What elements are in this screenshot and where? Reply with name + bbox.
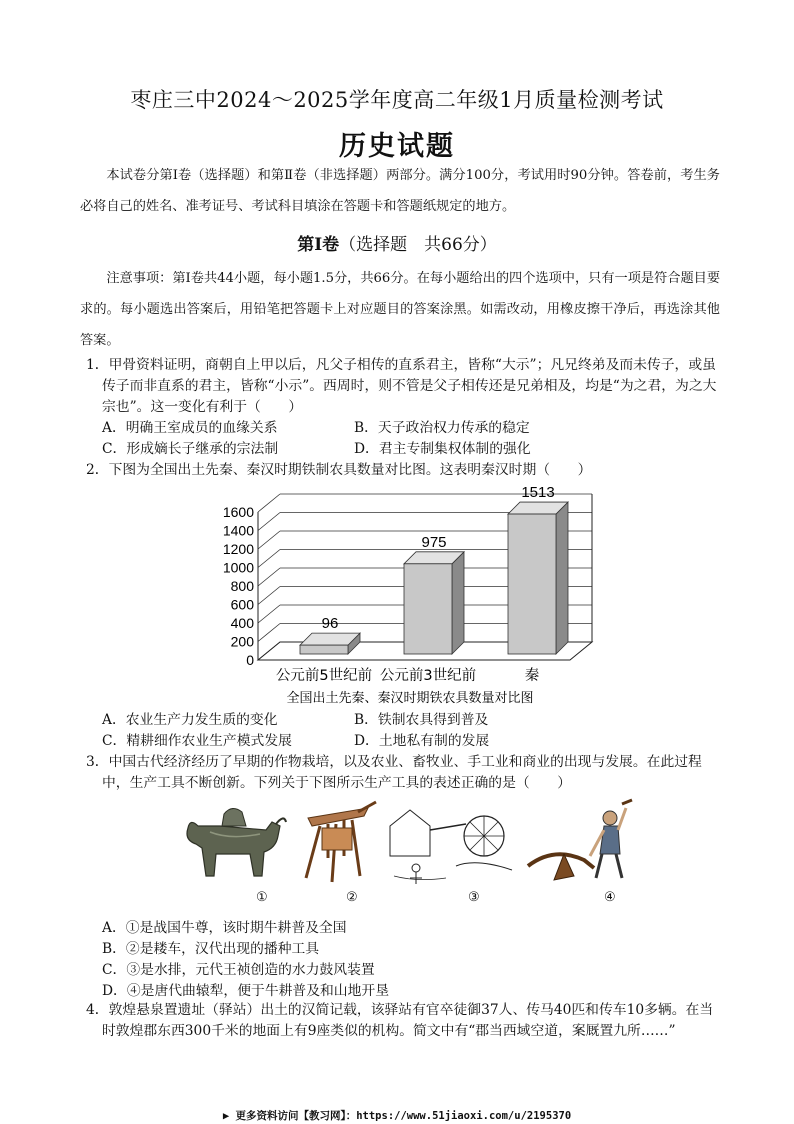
category-label: 公元前3世纪前 bbox=[379, 668, 477, 684]
question-4 bbox=[86, 1000, 720, 1042]
exam-intro: 本试卷分第Ⅰ卷（选择题）和第Ⅱ卷（非选择题）两部分。满分100分，考试用时90分钟。答卷前，考生务必将自己的姓名、准考证号、考试科目填涂在答题卡和答题纸规定的地方。 bbox=[80, 168, 720, 214]
grid-line-side bbox=[258, 513, 280, 531]
category-label: 秦 bbox=[524, 668, 540, 684]
tool-label-4: ④ bbox=[604, 890, 616, 905]
bar-side bbox=[556, 502, 568, 654]
option-a: A．明确王室成员的血缘关系 bbox=[102, 420, 278, 436]
option-a: A．①是战国牛尊，该时期牛耕普及全国 bbox=[102, 920, 347, 936]
question-2-options bbox=[86, 710, 720, 752]
water-bellows-image bbox=[386, 796, 516, 888]
section-heading bbox=[0, 230, 794, 255]
y-tick-label: 200 bbox=[230, 633, 254, 650]
option-a: A．农业生产力发生质的变化 bbox=[102, 712, 278, 728]
y-tick-label: 1400 bbox=[222, 522, 254, 539]
y-tick-label: 0 bbox=[246, 652, 254, 668]
grid-line-side bbox=[258, 494, 280, 512]
y-tick-label: 1200 bbox=[222, 541, 254, 557]
curved-plough-image bbox=[524, 796, 640, 888]
option-b: B．铁制农具得到普及 bbox=[354, 712, 489, 728]
data-label: 1513 bbox=[521, 484, 555, 502]
bar bbox=[300, 645, 348, 654]
seed-drill-image bbox=[298, 798, 378, 886]
tools-illustration bbox=[180, 796, 640, 908]
y-tick-label: 400 bbox=[230, 615, 254, 631]
option-c: C．形成嫡长子继承的宗法制 bbox=[102, 441, 279, 457]
y-tick-label: 1600 bbox=[222, 504, 254, 520]
question-stem: 1．甲骨资料证明，商朝自上甲以后，凡父子相传的直系君主，皆称“大示”；凡兄终弟及而未传子，或虽传子而非直系的君主，皆称“小示”。西周时，则不管是父子相传还是兄弟相及，均是“为之君，为之大宗也”。这一变化有利于（ ） bbox=[86, 357, 717, 415]
section-note: 注意事项：第Ⅰ卷共44小题，每小题1.5分，共66分。在每小题给出的四个选项中，只有一项是符合题目要求的。每小题选出答案后，用铅笔把答题卡上对应题目的答案涂黑。如需改动，用橡皮擦干净后，再选涂其他答案。 bbox=[80, 271, 721, 348]
data-label: 975 bbox=[421, 533, 447, 551]
question-stem: 2．下图为全国出土先秦、秦汉时期铁制农具数量对比图。这表明秦汉时期（ ） bbox=[86, 462, 592, 478]
chart-svg bbox=[220, 478, 600, 708]
iron-tools-chart bbox=[220, 478, 600, 708]
grid-line-side bbox=[258, 587, 280, 605]
footer-link[interactable]: ▶ 更多资料访问【教习网】：https://www.51jiaoxi.com/u/2195370 bbox=[222, 1110, 572, 1122]
option-d: D．④是唐代曲辕犁，便于牛耕普及和山地开垦 bbox=[102, 983, 389, 999]
data-label: 96 bbox=[321, 615, 339, 633]
y-tick-label: 1000 bbox=[222, 559, 254, 576]
exam-title: 枣庄三中2024～2025学年度高二年级1月质量检测考试 bbox=[130, 88, 664, 112]
question-3-options bbox=[86, 918, 720, 1002]
bar bbox=[508, 514, 556, 654]
option-c: C．③是水排，元代王祯创造的水力鼓风装置 bbox=[102, 962, 375, 978]
option-c: C．精耕细作农业生产模式发展 bbox=[102, 733, 292, 749]
grid-line-side bbox=[258, 605, 280, 623]
bar-side bbox=[452, 552, 464, 654]
chart-title: 全国出土先秦、秦汉时期铁农具数量对比图 bbox=[286, 691, 534, 706]
section-heading-rest: （选择题 共66分） bbox=[339, 235, 497, 255]
grid-line-side bbox=[258, 624, 280, 642]
option-b: B．②是耧车，汉代出现的播种工具 bbox=[102, 941, 320, 957]
tool-label-2: ② bbox=[346, 890, 358, 905]
bar bbox=[404, 564, 452, 654]
question-1 bbox=[86, 355, 720, 460]
option-d: D．土地私有制的发展 bbox=[354, 733, 490, 749]
grid-line-side bbox=[258, 568, 280, 586]
section-heading-bold: 第Ⅰ卷 bbox=[297, 235, 340, 255]
ox-zun-image bbox=[180, 796, 290, 886]
option-d: D．君主专制集权体制的强化 bbox=[354, 441, 531, 457]
category-label: 公元前5世纪前 bbox=[275, 668, 373, 684]
question-stem: 4．敦煌悬泉置遗址（驿站）出土的汉简记载，该驿站有官卒徒御37人、传马40匹和传车10多辆。在当时敦煌郡东西300千米的地面上有9座类似的机构。简文中有“郡当西域空道，案厩置九所……” bbox=[86, 1002, 714, 1039]
question-3 bbox=[86, 752, 720, 794]
tool-label-1: ① bbox=[256, 890, 268, 905]
option-b: B．天子政治权力传承的稳定 bbox=[354, 420, 530, 436]
grid-line-side bbox=[258, 550, 280, 568]
y-tick-label: 800 bbox=[230, 578, 254, 594]
y-tick-label: 600 bbox=[230, 596, 254, 613]
subject-title: 历史试题 bbox=[339, 131, 455, 162]
question-stem: 3．中国古代经济经历了早期的作物栽培，以及农业、畜牧业、手工业和商业的出现与发展。在此过程中，生产工具不断创新。下列关于下图所示生产工具的表述正确的是（ ） bbox=[86, 754, 702, 791]
tool-label-3: ③ bbox=[468, 890, 480, 905]
grid-line-side bbox=[258, 531, 280, 549]
